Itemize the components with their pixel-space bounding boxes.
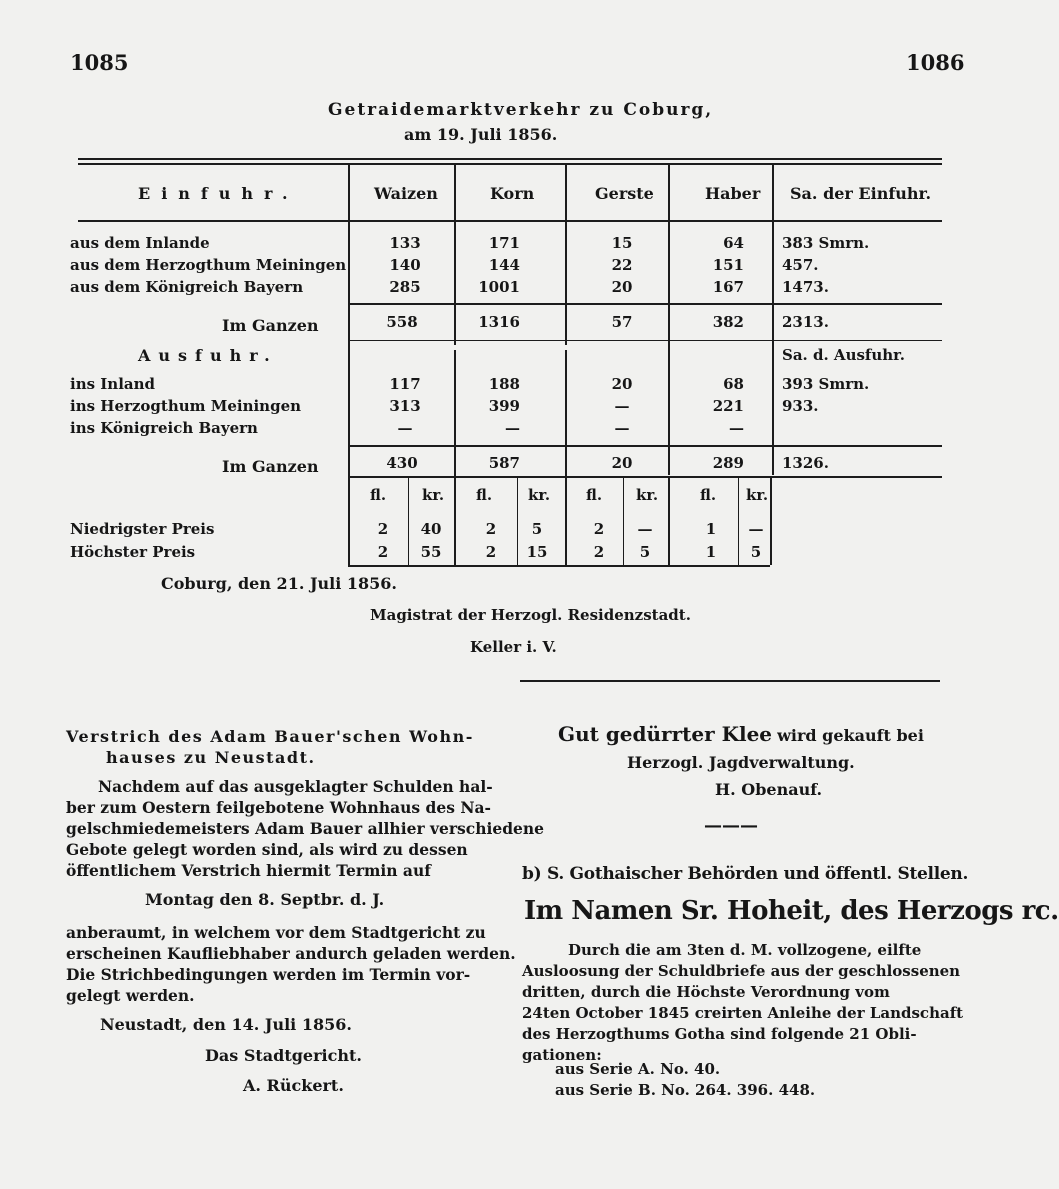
cell-haber: 68 [723, 375, 744, 393]
table-top-rule [78, 158, 942, 160]
row-label: aus dem Inlande [70, 234, 210, 252]
price-cell: 5 [639, 543, 651, 561]
left-notice-signature: A. Rückert. [243, 1076, 344, 1095]
gotha-series-b: aus Serie B. No. 264. 396. 448. [555, 1081, 816, 1099]
total-gerste: 57 [611, 313, 633, 331]
cell-sum: 383 Smrn. [782, 234, 870, 252]
left-notice-body-2 [66, 922, 516, 1006]
table-top-rule-2 [78, 163, 942, 165]
cell-sum: 1473. [782, 278, 829, 296]
total-haber: 289 [712, 454, 744, 472]
body-line: Durch die am 3ten d. M. vollzogene, eilfte [568, 941, 922, 959]
gotha-section: b) S. Gothaischer Behörden und öffentl. Stellen. [522, 864, 969, 884]
cell-gerste: — [614, 419, 630, 437]
price-cell: 1 [705, 543, 717, 561]
body-line: anberaumt, in welchem vor dem Stadtgericht zu [66, 923, 486, 942]
unit-fl: fl. [700, 486, 717, 504]
total-korn: 1316 [478, 313, 520, 331]
left-notice-authority: Das Stadtgericht. [205, 1046, 362, 1065]
left-notice-place-date: Neustadt, den 14. Juli 1856. [100, 1015, 352, 1034]
cell-korn: 171 [488, 234, 520, 252]
cell-gerste: — [614, 397, 630, 415]
total-sum: 1326. [782, 454, 829, 472]
unit-kr: kr. [636, 486, 659, 504]
body-line: gelegt werden. [66, 986, 195, 1005]
body-line: des Herzogthums Gotha sind folgende 21 Obli- [522, 1025, 917, 1043]
klee-divider: ——— [704, 815, 758, 836]
header-korn: Korn [490, 184, 535, 203]
cell-sum: 457. [782, 256, 819, 274]
market-authority: Magistrat der Herzogl. Residenzstadt. [370, 606, 691, 624]
unit-kr: kr. [528, 486, 551, 504]
price-rule-c1 [623, 478, 624, 565]
left-notice-date-line: Montag den 8. Septbr. d. J. [145, 890, 385, 909]
cell-gerste: 20 [611, 278, 633, 296]
price-cell: — [748, 520, 764, 538]
gotha-body [522, 940, 964, 1066]
unit-kr: kr. [746, 486, 769, 504]
title-line: hauses zu Neustadt. [106, 748, 316, 767]
export-sum-heading: Sa. d. Ausfuhr. [782, 346, 905, 364]
price-rule-d1 [738, 478, 739, 565]
cell-haber: — [729, 419, 744, 437]
market-signature: Keller i. V. [470, 638, 557, 656]
col-rule-2 [454, 165, 456, 345]
cell-waizen: 285 [389, 278, 421, 296]
col-rule-2b [454, 350, 456, 480]
export-total-label: Im Ganzen [222, 457, 319, 476]
row-label: aus dem Königreich Bayern [70, 278, 304, 296]
cell-waizen: 117 [389, 375, 421, 393]
price-cell: 15 [526, 543, 548, 561]
cell-waizen: 313 [389, 397, 421, 415]
export-total-rule [348, 445, 942, 447]
cell-gerste: 15 [611, 234, 633, 252]
price-cell: 2 [377, 543, 389, 561]
row-label: aus dem Herzogthum Meiningen [70, 256, 347, 274]
import-total-label: Im Ganzen [222, 316, 319, 335]
cell-korn: 188 [488, 375, 520, 393]
price-cell: — [637, 520, 653, 538]
total-sum: 2313. [782, 313, 829, 331]
column-divider-rule [520, 680, 940, 682]
cell-korn: 144 [488, 256, 520, 274]
cell-korn: 399 [488, 397, 520, 415]
price-cell: 2 [485, 520, 497, 538]
klee-headline: Gut gedürrter Klee [558, 722, 773, 746]
price-cell: 2 [593, 520, 605, 538]
cell-gerste: 20 [611, 375, 633, 393]
unit-fl: fl. [476, 486, 493, 504]
unit-fl: fl. [370, 486, 387, 504]
cell-gerste: 22 [611, 256, 633, 274]
total-haber: 382 [712, 313, 744, 331]
klee-headline-rest: wird gekauft bei [777, 726, 924, 745]
cell-waizen: — [397, 419, 413, 437]
price-cell: 40 [420, 520, 442, 538]
market-place-date: Coburg, den 21. Juli 1856. [161, 574, 397, 593]
cell-haber: 167 [712, 278, 744, 296]
cell-haber: 151 [712, 256, 744, 274]
col-rule-3 [565, 165, 567, 345]
body-line: 24ten October 1845 creirten Anleihe der Landschaft [522, 1004, 964, 1022]
cell-korn: 1001 [478, 278, 520, 296]
market-date: am 19. Juli 1856. [404, 125, 558, 144]
left-notice-title [66, 726, 490, 768]
col-rule-1 [348, 165, 350, 565]
col-rule-5 [772, 165, 774, 475]
title-line: Verstrich des Adam Bauer'schen Wohn- [66, 727, 474, 746]
body-line: Nachdem auf das ausgeklagter Schulden hal- [98, 777, 493, 796]
price-cell: 2 [593, 543, 605, 561]
table-bottom-rule [348, 565, 770, 567]
price-rule [348, 476, 942, 478]
row-label: ins Königreich Bayern [70, 419, 258, 437]
import-total-rule-2 [348, 340, 942, 341]
price-rule-a [454, 478, 456, 565]
cell-haber: 64 [723, 234, 744, 252]
price-cell: 5 [750, 543, 762, 561]
market-title: Getraidemarktverkehr zu Coburg, [328, 100, 714, 120]
body-line: Die Strichbedingungen werden im Termin vor- [66, 965, 471, 984]
total-waizen: 430 [386, 454, 418, 472]
body-line: erscheinen Kaufliebhaber andurch geladen werden. [66, 944, 516, 963]
price-rule-b1 [517, 478, 518, 565]
gotha-headline: Im Namen Sr. Hoheit, des Herzogs rc. [524, 896, 1059, 926]
klee-line2: Herzogl. Jagdverwaltung. [627, 753, 855, 772]
unit-fl: fl. [586, 486, 603, 504]
price-cell: 2 [485, 543, 497, 561]
body-line: öffentlichem Verstrich hiermit Termin auf [66, 861, 431, 880]
total-waizen: 558 [386, 313, 418, 331]
row-label: ins Inland [70, 375, 156, 393]
cell-korn: — [505, 419, 520, 437]
left-notice-body [66, 776, 545, 881]
gotha-series-a: aus Serie A. No. 40. [555, 1060, 721, 1078]
price-rule-c [668, 478, 670, 565]
price-cell: 2 [377, 520, 389, 538]
body-line: Ausloosung der Schuldbriefe aus der geschlossenen [522, 962, 961, 980]
cell-sum: 933. [782, 397, 819, 415]
header-waizen: Waizen [374, 184, 438, 203]
left-page-number: 1085 [70, 50, 129, 75]
table-header-rule [78, 220, 942, 222]
header-sum-import: Sa. der Einfuhr. [790, 184, 932, 203]
body-line: gationen: [522, 1046, 602, 1064]
unit-kr: kr. [422, 486, 445, 504]
total-korn: 587 [488, 454, 520, 472]
body-line: Gebote gelegt worden sind, als wird zu dessen [66, 840, 468, 859]
price-rule-a1 [408, 478, 409, 565]
header-gerste: Gerste [595, 184, 654, 203]
price-rule-d [770, 478, 772, 565]
klee-headline-line [558, 722, 924, 746]
klee-signature: H. Obenauf. [715, 780, 823, 799]
cell-waizen: 140 [389, 256, 421, 274]
cell-sum: 393 Smrn. [782, 375, 870, 393]
total-gerste: 20 [611, 454, 633, 472]
price-cell: 55 [420, 543, 442, 561]
row-label: ins Herzogthum Meiningen [70, 397, 302, 415]
price-row-label: Höchster Preis [70, 543, 196, 561]
header-haber: Haber [705, 184, 761, 203]
col-rule-4 [668, 165, 670, 475]
price-cell: 5 [531, 520, 543, 538]
body-line: dritten, durch die Höchste Verordnung vom [522, 983, 890, 1001]
import-total-rule [348, 303, 942, 305]
header-einfuhr: Einfuhr. [138, 184, 299, 203]
price-row-label: Niedrigster Preis [70, 520, 215, 538]
body-line: gelschmiedemeisters Adam Bauer allhier verschiedene [66, 819, 545, 838]
export-heading: Ausfuhr. [138, 346, 278, 365]
cell-haber: 221 [712, 397, 744, 415]
price-rule-b [565, 478, 567, 565]
cell-waizen: 133 [389, 234, 421, 252]
body-line: ber zum Oestern feilgebotene Wohnhaus des Na- [66, 798, 491, 817]
right-page-number: 1086 [906, 50, 965, 75]
col-rule-3b [565, 350, 567, 480]
price-cell: 1 [705, 520, 717, 538]
